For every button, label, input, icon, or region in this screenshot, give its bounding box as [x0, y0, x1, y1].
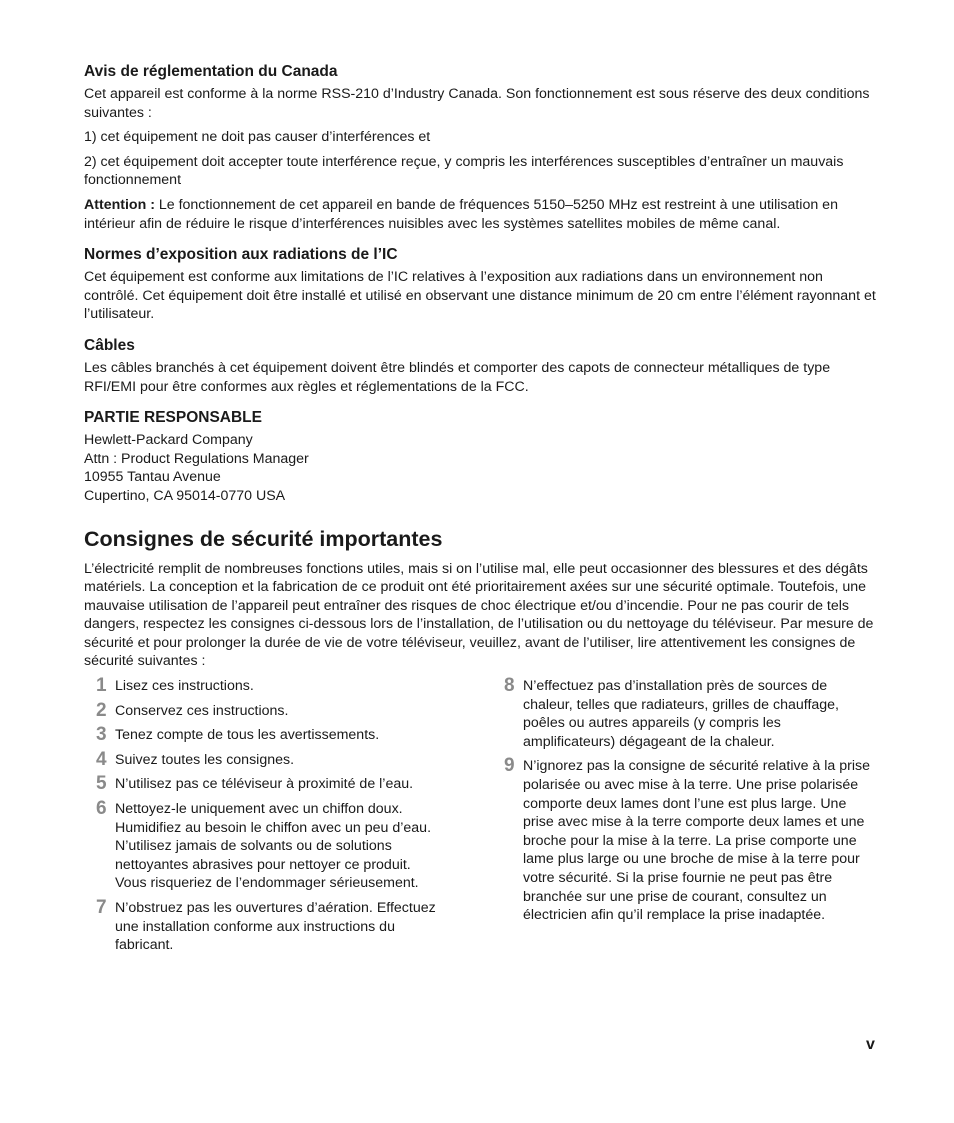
attention-paragraph — [84, 196, 876, 233]
section-title: Avis de réglementation du Canada — [84, 63, 338, 80]
item-number: 3 — [96, 724, 107, 746]
paragraph: 2) cet équipement doit accepter toute interférence reçue, y compris les interférences susceptibles d’entraîner un mauvais fonctionnement — [84, 153, 844, 189]
page-number: v — [866, 1036, 875, 1053]
item-text: N’utilisez pas ce téléviseur à proximité de l’eau. — [115, 776, 414, 793]
item-text: N’ignorez pas la consigne de sécurité relative à la prise polarisée ou avec mise à la terre. Une prise polarisée comporte deux lames dont l’une est plus large. Une prise avec mise à la terre comporte deux lames et une broche pour la mise à la terre. La prise comporte une lame plus large ou une broche de mise à la terre pour votre sécurité. Si la prise fournie ne peut pas être branchée sur une prise de courant, consultez un électricien afin qu’il remplace la prise inadaptée. — [523, 758, 870, 924]
section-responsable — [84, 408, 876, 505]
item-number: 7 — [96, 897, 107, 918]
list-item — [96, 775, 436, 794]
item-text: N’obstruez pas les ouvertures d’aération. Effectuez une installation conforme aux instructions du fabricant. — [115, 900, 436, 954]
item-number: 5 — [96, 773, 107, 795]
item-number: 6 — [96, 798, 107, 820]
document-page — [84, 60, 876, 961]
attention-label: Attention : — [84, 196, 155, 213]
item-number: 9 — [504, 755, 515, 777]
list-item — [504, 757, 876, 924]
list-item — [96, 800, 436, 893]
attention-text: Le fonctionnement de cet appareil en bande de fréquences 5150–5250 MHz est restreint à une utilisation en intérieur afin de réduire le risque d’interférences nuisibles avec les systèmes satellites mobiles de même canal. — [84, 196, 838, 232]
safety-list-right-column — [504, 677, 876, 961]
item-number: 1 — [96, 675, 107, 697]
section-canada — [84, 62, 876, 233]
list-item — [504, 677, 876, 751]
address-block — [84, 431, 876, 505]
address-line: Cupertino, CA 95014-0770 USA — [84, 487, 286, 504]
address-line: Attn : Product Regulations Manager — [84, 450, 309, 467]
paragraph: 1) cet équipement ne doit pas causer d’interférences et — [84, 129, 431, 146]
section-ic — [84, 245, 876, 324]
list-item — [96, 677, 436, 696]
item-number: 2 — [96, 699, 107, 721]
item-number: 4 — [96, 748, 107, 770]
list-item — [96, 748, 436, 770]
section-title: Normes d’exposition aux radiations de l’IC — [84, 246, 398, 264]
item-text: Suivez toutes les consignes. — [115, 751, 295, 768]
item-number: 8 — [504, 675, 515, 697]
safety-list-left-column — [84, 677, 436, 961]
paragraph: Cet appareil est conforme à la norme RSS-210 d’Industry Canada. Son fonctionnement est sous réserve des deux conditions suivantes : — [84, 86, 870, 121]
safety-heading: Consignes de sécurité importantes — [84, 526, 443, 551]
list-item — [96, 699, 436, 721]
paragraph: Les câbles branchés à cet équipement doivent être blindés et comporter des capots de connecteur métalliques de type RFI/EMI pour être conformes aux règles et réglementations de la FCC. — [84, 359, 831, 395]
item-text: N’effectuez pas d’installation près de sources de chaleur, telles que radiateurs, grilles de chauffage, poêles ou autres appareils (y compris les amplificateurs) dégageant de la chaleur. — [523, 678, 840, 750]
safety-intro: L’électricité remplit de nombreuses fonctions utiles, mais si on l’utilise mal, elle peut occasionner des blessures et des dégâts matériels. La conception et la fabrication de ce produit ont été prioritairement axées sur une sécurité optimale. Toutefois, une mauvaise utilisation de l’appareil peut entraîner des risques de choc électrique et/ou d’incendie. Pour ne pas courir de tels dangers, respectez les consignes ci-dessous lors de l’installation, de l’utilisation ou du nettoyage du téléviseur. Par mesure de sécurité et pour prolonger la durée de vie de votre téléviseur, veuillez, avant de l’utiliser, lire attentivement les consignes de sécurité suivantes : — [84, 560, 874, 670]
safety-list — [84, 677, 876, 961]
list-item — [96, 899, 436, 955]
section-cables — [84, 336, 876, 396]
item-text: Lisez ces instructions. — [115, 678, 254, 695]
list-item — [96, 726, 436, 745]
item-text: Tenez compte de tous les avertissements. — [115, 727, 380, 744]
item-text: Conservez ces instructions. — [115, 702, 289, 719]
address-line: Hewlett-Packard Company — [84, 432, 253, 449]
item-text: Nettoyez-le uniquement avec un chiffon doux. Humidifiez au besoin le chiffon avec un peu d’eau. N’utilisez jamais de solvants ou de solutions nettoyantes abrasives pour nettoyer ce produit. Vous risqueriez de l’endommager sérieusement. — [115, 801, 432, 892]
paragraph: Cet équipement est conforme aux limitations de l’IC relatives à l’exposition aux radiations dans un environnement non contrôlé. Cet équipement doit être installé et utilisé en observant une distance minimum de 20 cm entre l’élément rayonnant et l’utilisateur. — [84, 269, 876, 323]
section-title: PARTIE RESPONSABLE — [84, 409, 262, 427]
address-line: 10955 Tantau Avenue — [84, 469, 221, 486]
section-title: Câbles — [84, 336, 135, 354]
